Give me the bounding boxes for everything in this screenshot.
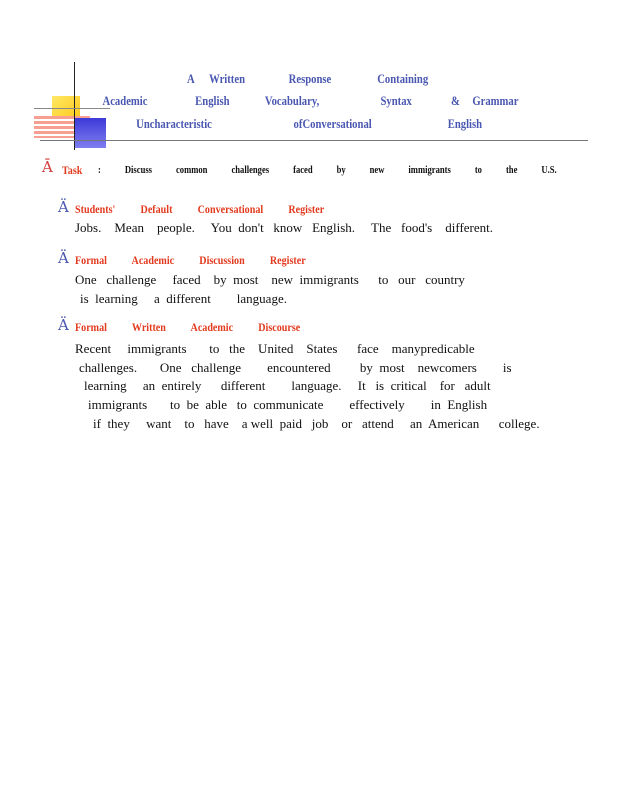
section-line: One challenge faced by most new immigrants to our country — [75, 272, 465, 287]
title-word: Uncharacteristic — [136, 116, 212, 131]
section-line: Jobs. Mean people. You don't know English. The food's different. — [75, 220, 494, 235]
section-heading: Formal Written Academic Discourse — [75, 320, 301, 334]
title-word: A — [186, 71, 195, 86]
deco-blue-square — [74, 118, 106, 148]
section-bullet-icon: Ä — [58, 316, 69, 334]
title-word: Vocabulary, — [264, 93, 320, 108]
task-bullet-icon: Ā — [42, 158, 53, 176]
title-word: & — [451, 93, 460, 108]
deco-horizontal-line — [34, 108, 110, 109]
title-word: Written — [209, 71, 246, 86]
title-divider — [40, 140, 588, 141]
title-word: English — [195, 93, 230, 108]
section-line: Recent immigrants to the United States face manypredicable — [75, 341, 475, 356]
title-word: Academic — [102, 93, 148, 108]
deco-vertical-line — [74, 62, 75, 150]
section-line: learning an entirely different language. It is critical for adult — [84, 378, 491, 393]
title-word: Containing — [377, 71, 429, 86]
title-word: ofConversational — [293, 116, 372, 131]
title-word: Grammar — [472, 93, 519, 108]
section-line: if they want to have a well paid job or attend an American college. — [93, 416, 540, 431]
title-word: English — [447, 116, 483, 131]
task-text: : Discuss common challenges faced by new immigrants to the U.S. — [98, 164, 557, 176]
section-heading: Formal Academic Discussion Register — [75, 253, 306, 267]
section-heading: Students' Default Conversational Register — [75, 202, 325, 216]
section-line: challenges. One challenge encountered by most newcomers is — [79, 360, 512, 375]
task-label: Task — [62, 163, 83, 177]
title-word: Syntax — [380, 93, 412, 108]
section-bullet-icon: Ä — [58, 198, 69, 216]
title-word: Response — [288, 71, 332, 86]
section-line: is learning a different language. — [80, 291, 287, 306]
section-line: immigrants to be able to communicate effectively in English — [88, 397, 488, 412]
section-bullet-icon: Ä — [58, 249, 69, 267]
